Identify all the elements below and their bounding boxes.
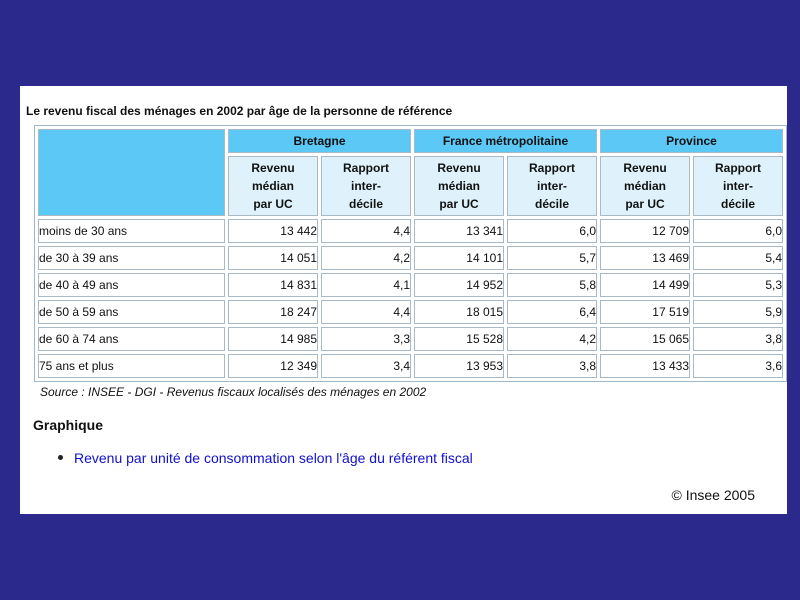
cell-value: 6,0: [507, 219, 597, 243]
cell-value: 12 709: [600, 219, 690, 243]
income-table: [35, 126, 786, 381]
cell-value: 5,3: [693, 273, 783, 297]
cell-value: 14 952: [414, 273, 504, 297]
subheader-median: Revenu médian par UC: [228, 156, 318, 216]
cell-value: 13 953: [414, 354, 504, 378]
cell-value: 4,4: [321, 219, 411, 243]
region-header-province: Province: [600, 129, 783, 153]
graph-link[interactable]: Revenu par unité de consommation selon l'âge du référent fiscal: [74, 450, 473, 466]
cell-value: 4,1: [321, 273, 411, 297]
row-label: 75 ans et plus: [38, 354, 225, 378]
table-row: [38, 219, 783, 243]
cell-value: 4,2: [321, 246, 411, 270]
table-row: [38, 300, 783, 324]
cell-value: 6,0: [693, 219, 783, 243]
cell-value: 18 015: [414, 300, 504, 324]
cell-value: 12 349: [228, 354, 318, 378]
region-header-france: France métropolitaine: [414, 129, 597, 153]
table-corner-cell: [38, 129, 225, 216]
subheader-median: Revenu médian par UC: [600, 156, 690, 216]
cell-value: 4,2: [507, 327, 597, 351]
cell-value: 14 831: [228, 273, 318, 297]
cell-value: 5,4: [693, 246, 783, 270]
cell-value: 6,4: [507, 300, 597, 324]
copyright-notice: © Insee 2005: [671, 487, 755, 503]
subheader-ratio: Rapport inter- décile: [321, 156, 411, 216]
table-title: Le revenu fiscal des ménages en 2002 par âge de la personne de référence: [26, 104, 453, 118]
region-header-bretagne: Bretagne: [228, 129, 411, 153]
cell-value: 14 051: [228, 246, 318, 270]
cell-value: 14 499: [600, 273, 690, 297]
cell-value: 15 065: [600, 327, 690, 351]
cell-value: 5,9: [693, 300, 783, 324]
row-label: de 30 à 39 ans: [38, 246, 225, 270]
table-row: [38, 354, 783, 378]
cell-value: 3,4: [321, 354, 411, 378]
cell-value: 5,7: [507, 246, 597, 270]
source-note: Source : INSEE - DGI - Revenus fiscaux localisés des ménages en 2002: [40, 385, 427, 399]
subheader-median: Revenu médian par UC: [414, 156, 504, 216]
cell-value: 13 442: [228, 219, 318, 243]
subheader-ratio: Rapport inter- décile: [507, 156, 597, 216]
subheader-ratio: Rapport inter- décile: [693, 156, 783, 216]
table-row: [38, 273, 783, 297]
cell-value: 3,3: [321, 327, 411, 351]
cell-value: 3,6: [693, 354, 783, 378]
cell-value: 4,4: [321, 300, 411, 324]
row-label: de 50 à 59 ans: [38, 300, 225, 324]
bullet-icon: [58, 455, 63, 460]
graph-heading: Graphique: [33, 417, 104, 433]
cell-value: 14 101: [414, 246, 504, 270]
cell-value: 15 528: [414, 327, 504, 351]
cell-value: 18 247: [228, 300, 318, 324]
cell-value: 13 341: [414, 219, 504, 243]
row-label: de 60 à 74 ans: [38, 327, 225, 351]
table-row: [38, 327, 783, 351]
cell-value: 3,8: [507, 354, 597, 378]
content-panel: [20, 86, 787, 514]
cell-value: 13 469: [600, 246, 690, 270]
cell-value: 14 985: [228, 327, 318, 351]
cell-value: 5,8: [507, 273, 597, 297]
cell-value: 13 433: [600, 354, 690, 378]
cell-value: 3,8: [693, 327, 783, 351]
row-label: de 40 à 49 ans: [38, 273, 225, 297]
table-row: [38, 246, 783, 270]
row-label: moins de 30 ans: [38, 219, 225, 243]
cell-value: 17 519: [600, 300, 690, 324]
